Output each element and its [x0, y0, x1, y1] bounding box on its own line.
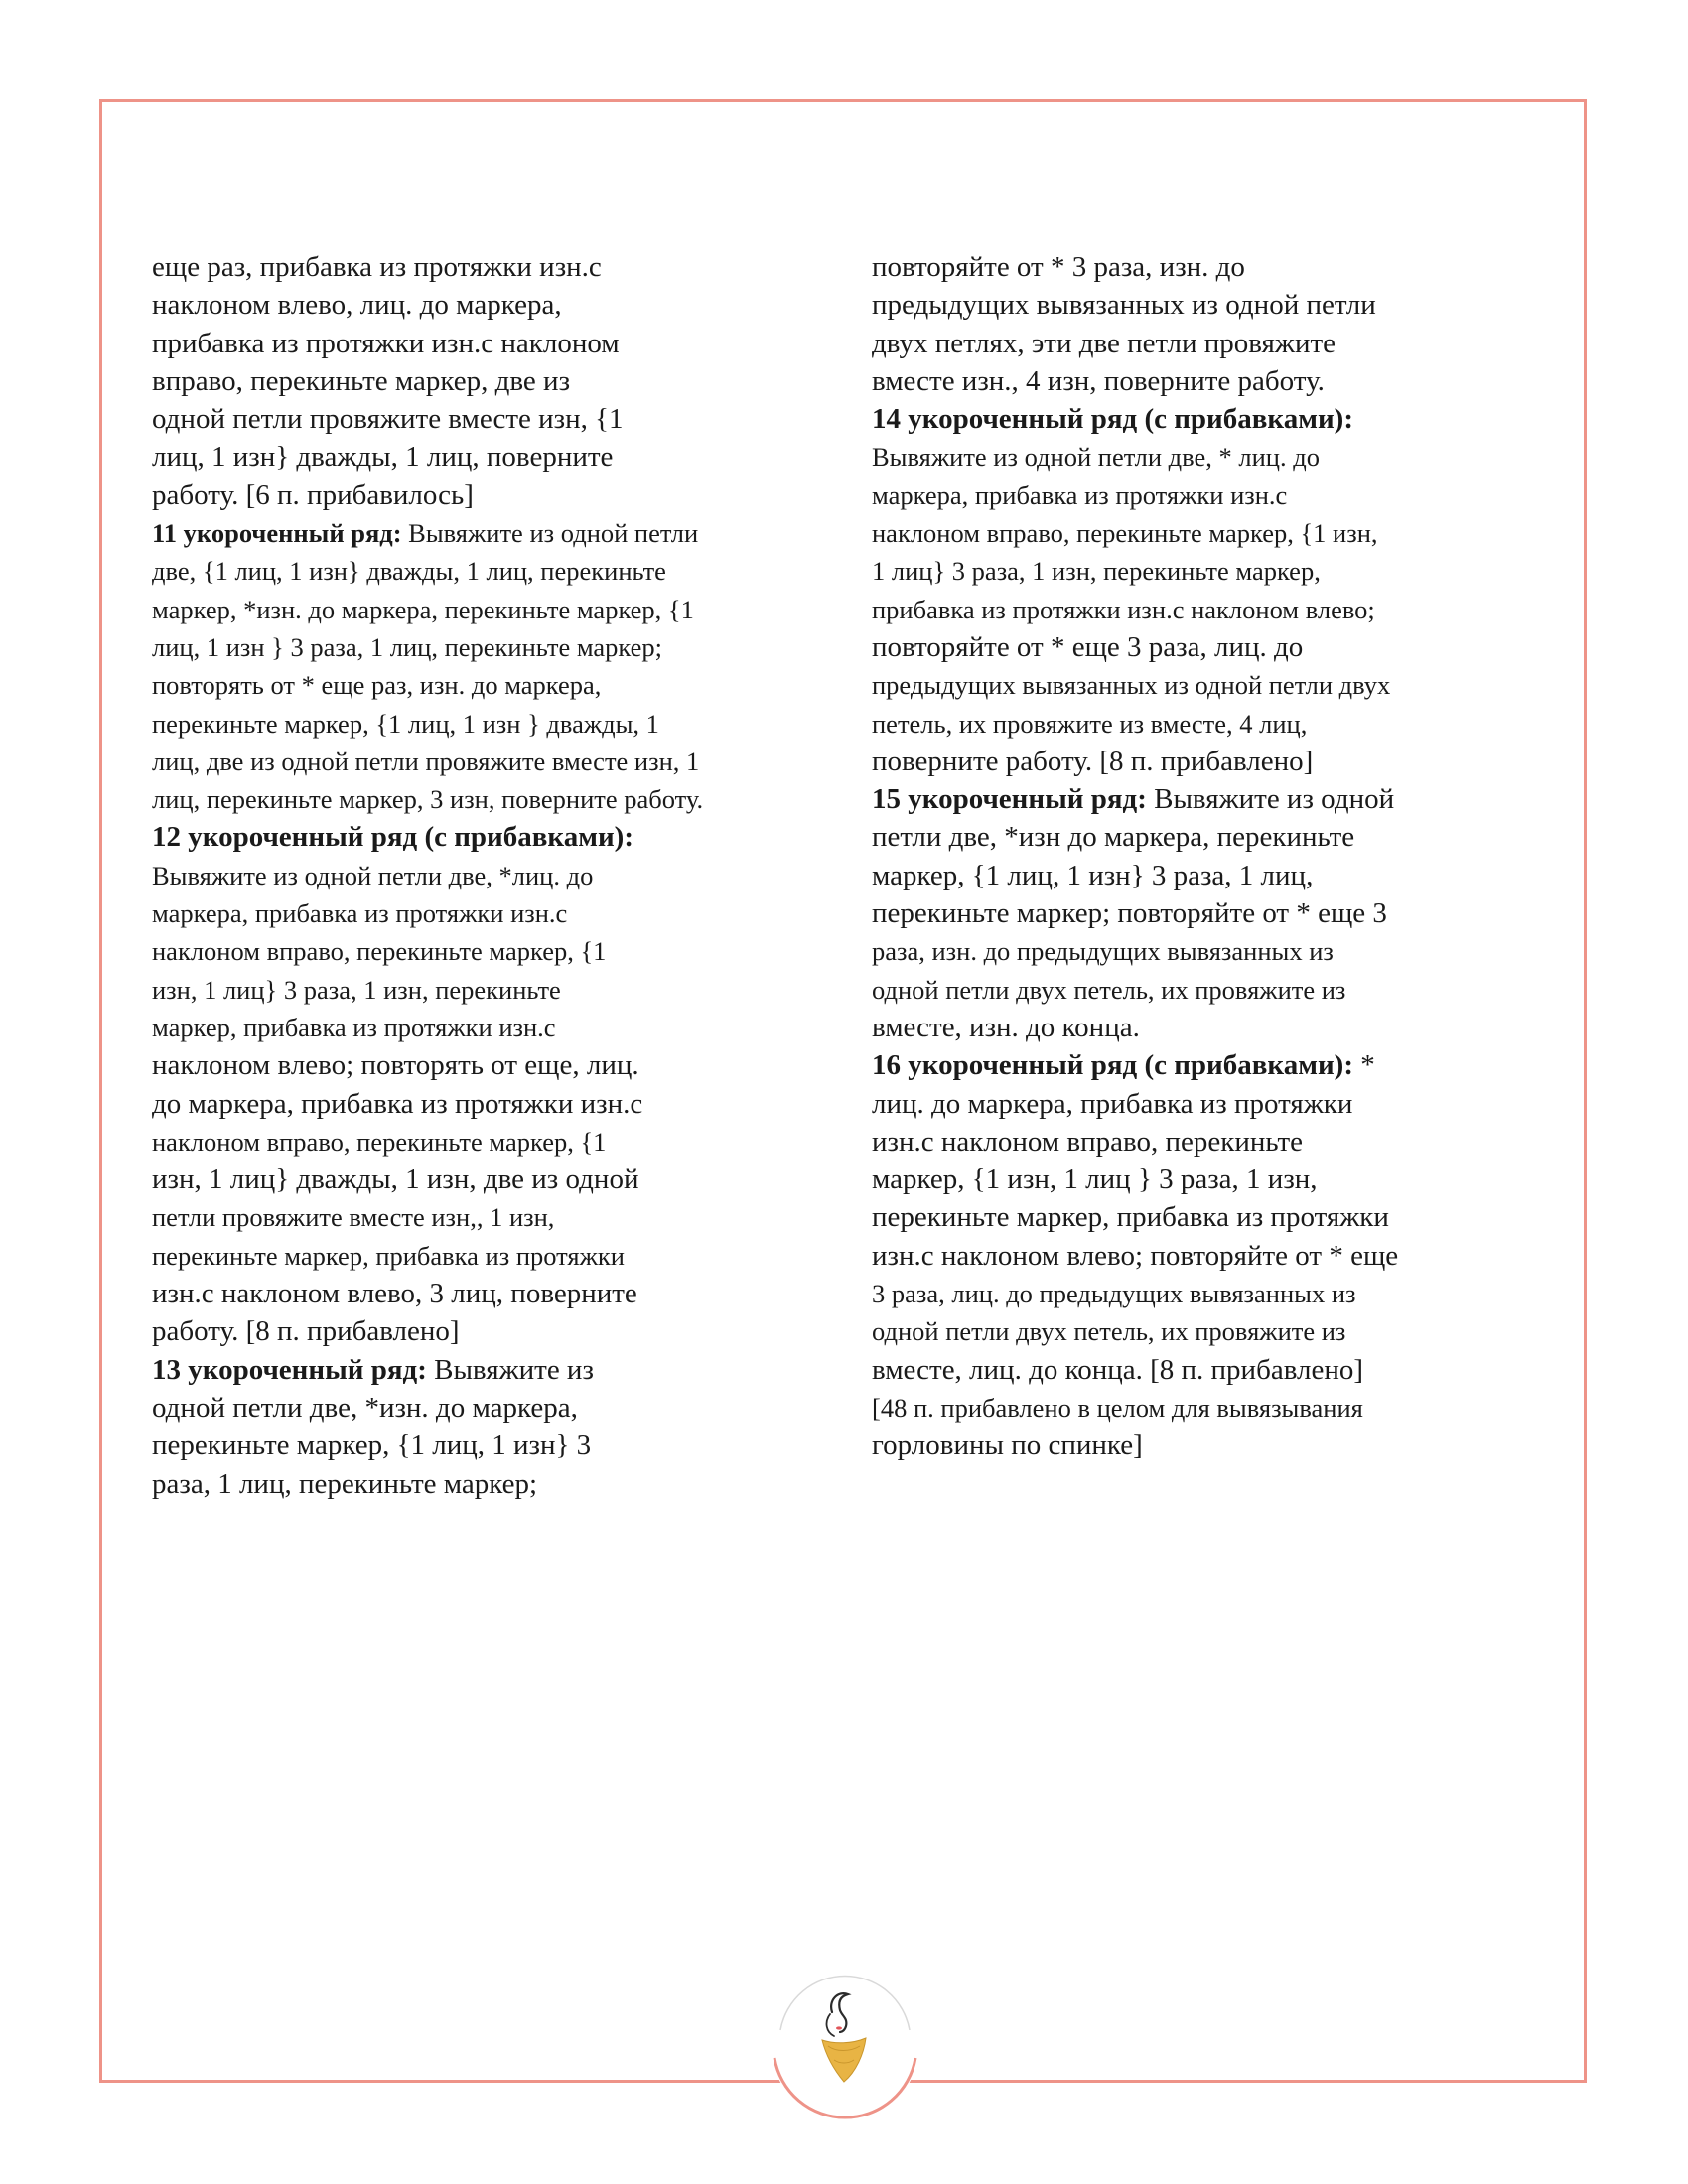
- text-line: [152, 1123, 703, 1160]
- text-line: [872, 1123, 1398, 1160]
- line-text: две, {1 лиц, 1 изн} дважды, 1 лиц, перекиньте: [152, 556, 666, 587]
- left-column: [152, 248, 703, 1503]
- line-text: повторяйте от * еще 3 раза, лиц. до: [872, 630, 1304, 663]
- row-heading: 15 укороченный ряд:: [872, 783, 1147, 816]
- line-text: наклоном вправо, перекиньте маркер, {1 изн,: [872, 518, 1378, 549]
- text-line: [152, 1427, 703, 1464]
- line-text: Вывяжите из одной: [1146, 783, 1395, 816]
- text-line: [872, 1427, 1398, 1464]
- text-line: [152, 818, 703, 856]
- text-line: [872, 666, 1398, 704]
- text-line: [872, 362, 1398, 400]
- line-text: вправо, перекиньте маркер, две из: [152, 364, 571, 397]
- text-line: [152, 286, 703, 324]
- text-line: [152, 477, 703, 514]
- text-line: [872, 591, 1398, 628]
- text-line: [872, 286, 1398, 324]
- line-text: раза, изн. до предыдущих вывязанных из: [872, 936, 1334, 967]
- line-text: прибавка из протяжки изн.с наклоном влево;: [872, 594, 1375, 624]
- line-text: Вывяжите из одной петли две, * лиц. до: [872, 442, 1320, 473]
- text-line: [152, 780, 703, 818]
- text-line: [152, 438, 703, 476]
- line-text: изн.с наклоном влево; повторяйте от * еще: [872, 1239, 1399, 1272]
- text-line: [152, 552, 703, 590]
- line-text: одной петли двух петель, их провяжите из: [872, 974, 1346, 1005]
- text-line: [872, 932, 1398, 970]
- text-line: [872, 438, 1398, 476]
- line-text: перекиньте маркер, {1 лиц, 1 изн } дважды, 1: [152, 708, 659, 739]
- line-text: работу. [6 п. прибавилось]: [152, 478, 474, 511]
- line-text: одной петли провяжите вместе изн, {1: [152, 403, 624, 436]
- text-line: [152, 1237, 703, 1275]
- line-text: маркера, прибавка из протяжки изн.с: [872, 479, 1288, 510]
- text-line: [152, 1312, 703, 1350]
- line-text: 3 раза, лиц. до предыдущих вывязанных из: [872, 1279, 1356, 1309]
- line-text: маркера, прибавка из протяжки изн.с: [152, 898, 568, 929]
- text-line: [152, 705, 703, 743]
- line-text: повторять от * еще раз, изн. до маркера,: [152, 670, 602, 701]
- text-line: [152, 1160, 703, 1198]
- line-text: петли провяжите вместе изн,, 1 изн,: [152, 1202, 555, 1233]
- line-text: одной петли двух петель, их провяжите из: [872, 1316, 1346, 1347]
- line-text: наклоном влево, лиц. до маркера,: [152, 289, 562, 322]
- line-text: перекиньте маркер, {1 лиц, 1 изн} 3: [152, 1430, 592, 1462]
- text-line: [152, 248, 703, 286]
- text-line: [872, 780, 1398, 818]
- text-line: [152, 666, 703, 704]
- text-line: [152, 1465, 703, 1503]
- text-line: [872, 1275, 1398, 1312]
- line-text: Вывяжите из: [426, 1353, 594, 1386]
- line-text: лиц, 1 изн} дважды, 1 лиц, поверните: [152, 441, 614, 474]
- text-line: [872, 1389, 1398, 1427]
- line-text: перекиньте маркер, прибавка из протяжки: [872, 1201, 1389, 1234]
- line-text: вместе, лиц. до конца. [8 п. прибавлено]: [872, 1353, 1364, 1386]
- text-line: [152, 514, 703, 552]
- row-heading: 16 укороченный ряд (с прибавками):: [872, 1049, 1353, 1082]
- line-text: повторяйте от * 3 раза, изн. до: [872, 251, 1245, 283]
- line-text: лиц, 1 изн } 3 раза, 1 лиц, перекиньте маркер;: [152, 631, 663, 662]
- line-text: вместе, изн. до конца.: [872, 1011, 1140, 1043]
- text-line: [152, 591, 703, 628]
- text-line: [152, 1046, 703, 1084]
- text-line: [872, 1237, 1398, 1275]
- line-text: наклоном вправо, перекиньте маркер, {1: [152, 1126, 607, 1157]
- line-text: маркер, {1 лиц, 1 изн} 3 раза, 1 лиц,: [872, 859, 1314, 891]
- row-heading: 12 укороченный ряд (с прибавками):: [152, 821, 633, 854]
- text-line: [152, 932, 703, 970]
- line-text: Вывяжите из одной петли две, *лиц. до: [152, 860, 594, 890]
- line-text: изн.с наклоном вправо, перекиньте: [872, 1125, 1304, 1158]
- text-line: [152, 1198, 703, 1236]
- text-line: [872, 552, 1398, 590]
- text-line: [152, 1275, 703, 1312]
- line-text: Вывяжите из одной петли: [401, 518, 699, 549]
- line-text: прибавка из протяжки изн.с наклоном: [152, 327, 620, 359]
- text-line: [872, 628, 1398, 666]
- text-line: [872, 514, 1398, 552]
- text-line: [872, 743, 1398, 780]
- text-line: [152, 325, 703, 362]
- row-heading: 13 укороченный ряд:: [152, 1353, 427, 1386]
- line-text: наклоном вправо, перекиньте маркер, {1: [152, 936, 607, 967]
- line-text: предыдущих вывязанных из одной петли: [872, 289, 1376, 322]
- text-line: [872, 1160, 1398, 1198]
- line-text: еще раз, прибавка из протяжки изн.с: [152, 251, 602, 283]
- text-line: [152, 971, 703, 1009]
- text-line: [872, 1312, 1398, 1350]
- line-text: петли две, *изн до маркера, перекиньте: [872, 821, 1355, 854]
- line-text: двух петлях, эти две петли провяжите: [872, 327, 1336, 359]
- text-line: [152, 1351, 703, 1389]
- text-line: [152, 1389, 703, 1427]
- text-line: [152, 743, 703, 780]
- line-text: маркер, *изн. до маркера, перекиньте маркер, {1: [152, 594, 694, 624]
- line-text: работу. [8 п. прибавлено]: [152, 1315, 460, 1348]
- line-text: поверните работу. [8 п. прибавлено]: [872, 745, 1314, 777]
- woman-with-scarf-logo-icon: [769, 1971, 921, 2123]
- text-line: [152, 628, 703, 666]
- line-text: маркер, прибавка из протяжки изн.с: [152, 1012, 556, 1042]
- line-text: петель, их провяжите из вместе, 4 лиц,: [872, 708, 1308, 739]
- text-line: [152, 1085, 703, 1123]
- line-text: раза, 1 лиц, перекиньте маркер;: [152, 1467, 538, 1500]
- text-line: [152, 857, 703, 894]
- text-line: [152, 1009, 703, 1046]
- line-text: горловины по спинке]: [872, 1430, 1143, 1462]
- line-text: маркер, {1 изн, 1 лиц } 3 раза, 1 изн,: [872, 1163, 1318, 1196]
- text-line: [872, 857, 1398, 894]
- row-heading: 14 укороченный ряд (с прибавками):: [872, 403, 1353, 436]
- line-text: одной петли две, *изн. до маркера,: [152, 1391, 578, 1424]
- line-text: изн, 1 лиц} дважды, 1 изн, две из одной: [152, 1163, 639, 1196]
- row-heading: 11 укороченный ряд:: [152, 518, 402, 549]
- line-text: перекиньте маркер; повторяйте от * еще 3: [872, 897, 1387, 930]
- text-line: [872, 894, 1398, 932]
- line-text: изн, 1 лиц} 3 раза, 1 изн, перекиньте: [152, 974, 561, 1005]
- line-text: лиц, перекиньте маркер, 3 изн, поверните работу.: [152, 784, 704, 815]
- text-line: [872, 1009, 1398, 1046]
- line-text: [48 п. прибавлено в целом для вывязывания: [872, 1392, 1363, 1423]
- line-text: наклоном влево; повторять от еще, лиц.: [152, 1049, 639, 1082]
- line-text: до маркера, прибавка из протяжки изн.с: [152, 1087, 643, 1120]
- text-line: [872, 400, 1398, 438]
- line-text: вместе изн., 4 изн, поверните работу.: [872, 364, 1325, 397]
- text-line: [152, 362, 703, 400]
- line-text: 1 лиц} 3 раза, 1 изн, перекиньте маркер,: [872, 556, 1321, 587]
- text-line: [152, 894, 703, 932]
- line-text: предыдущих вывязанных из одной петли двух: [872, 670, 1391, 701]
- line-text: лиц. до маркера, прибавка из протяжки: [872, 1087, 1353, 1120]
- text-line: [152, 400, 703, 438]
- text-line: [872, 1351, 1398, 1389]
- line-text: перекиньте маркер, прибавка из протяжки: [152, 1240, 625, 1271]
- text-line: [872, 971, 1398, 1009]
- line-text: изн.с наклоном влево, 3 лиц, поверните: [152, 1278, 637, 1310]
- text-line: [872, 1046, 1398, 1084]
- text-line: [872, 1198, 1398, 1236]
- text-line: [872, 1085, 1398, 1123]
- text-line: [872, 325, 1398, 362]
- right-column: [872, 248, 1398, 1465]
- line-text: лиц, две из одной петли провяжите вместе изн, 1: [152, 746, 700, 776]
- line-text: *: [1352, 1049, 1375, 1082]
- text-line: [872, 705, 1398, 743]
- text-line: [872, 248, 1398, 286]
- text-line: [872, 818, 1398, 856]
- text-line: [872, 477, 1398, 514]
